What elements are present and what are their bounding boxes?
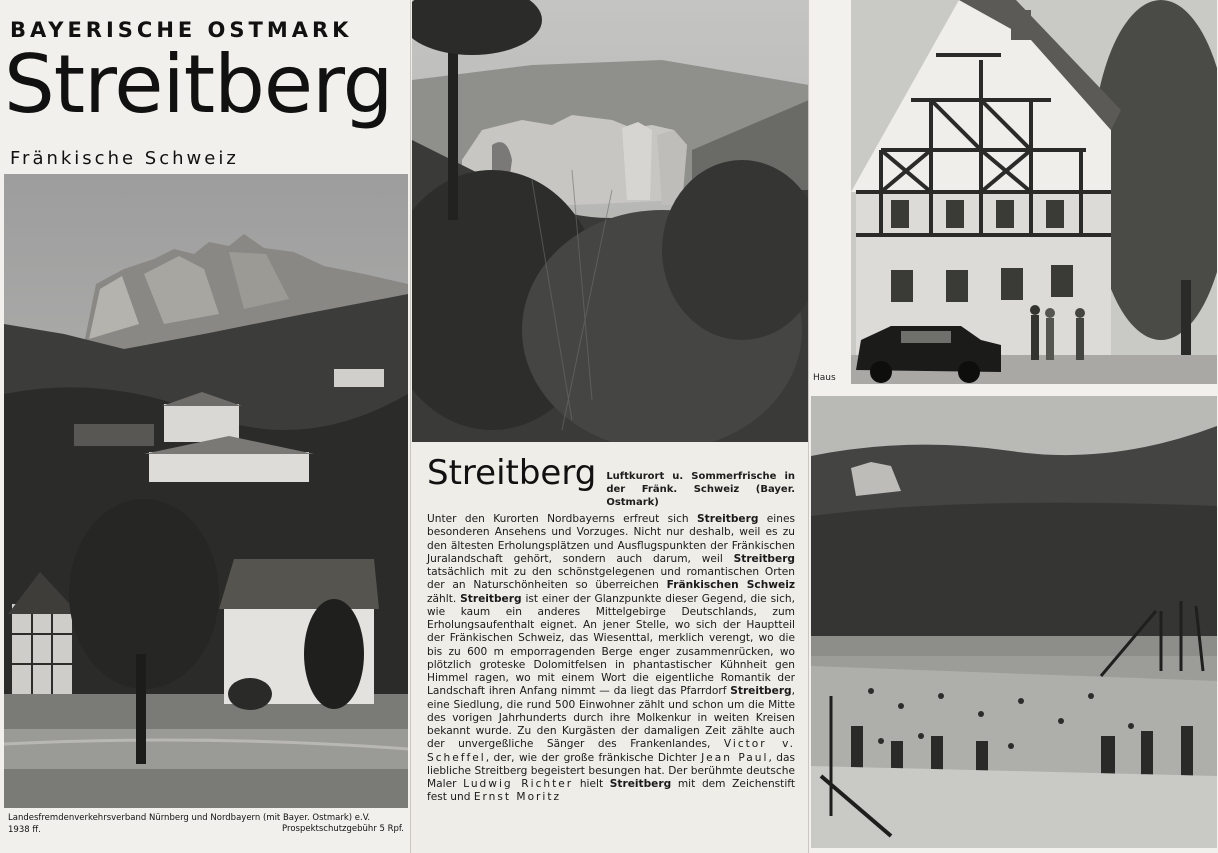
- publication-year: 1938 ff.: [8, 825, 41, 835]
- article-text: zählt.: [427, 592, 461, 605]
- article-tagline: Luftkurort u. Sommerfrische in der Fränk. Schweiz (Bayer. Ostmark): [606, 471, 795, 508]
- article-body: [427, 513, 795, 805]
- article-text: , das liebliche Streitberg begeistert besungen hat. Der berühmte deutsche Maler: [427, 751, 795, 790]
- article-panel: [410, 0, 809, 853]
- protection-fee: Prospektschutzgebühr 5 Rpf.: [282, 824, 404, 834]
- article-text: hielt: [573, 778, 610, 790]
- house-caption: Haus: [813, 373, 836, 383]
- article-text: mit dem Zeichenstift fest und: [427, 778, 795, 804]
- half-timbered-house-photo: [851, 0, 1217, 384]
- photos-panel: [808, 0, 1218, 853]
- village-photo: [4, 174, 408, 808]
- article-bold-term: Fränkischen Schweiz: [666, 579, 796, 592]
- article-title: Streitberg: [427, 453, 597, 493]
- article-bold-term: Streitberg: [460, 592, 522, 605]
- article-bold-term: Streitberg: [697, 513, 759, 525]
- article-name-term: Ludwig Richter: [463, 778, 574, 790]
- cover-subtitle: Fränkische Schweiz: [10, 148, 239, 169]
- article-text: , der, wie der große fränkische Dichter: [485, 751, 702, 764]
- article-text: tatsächlich mit zu den schönstgelegenen und romantischen Orten der an Naturschönheiten so überreichen: [427, 566, 795, 592]
- region-label: BAYERISCHE OSTMARK: [10, 18, 353, 42]
- publisher-line: Landesfremdenverkehrsverband Nürnberg und Nordbayern (mit Bayer. Ostmark) e.V.: [8, 813, 371, 823]
- article-bold-term: Streitberg: [733, 552, 795, 565]
- article-text: eines besonderen Ansehens und Vorzuges. Nicht nur deshalb, weil es zu den ältesten Erholungsplätzen und Ausflugspunkten der Fränkischen Juralandschaft gehört, sondern auch darum, weil: [427, 513, 795, 565]
- article-name-term: Jean Paul: [701, 751, 769, 764]
- article-name-term: Ernst Moritz: [473, 791, 562, 804]
- article-bold-term: Streitberg: [609, 778, 672, 790]
- article-bold-term: Streitberg: [730, 685, 792, 698]
- article-text: Unter den Kurorten Nordbayerns erfreut sich: [427, 513, 698, 525]
- rock-formations-photo: [412, 0, 809, 442]
- swimming-pool-photo: [811, 396, 1217, 848]
- article-name-term: Victor v. Scheffel: [427, 738, 795, 764]
- article-text: ist einer der Glanzpunkte dieser Gegend, die sich, wie kaum ein anderes Mittelgebirge Deutschlands, zum Erholungsaufenthalt eignet. An jener Stelle, wo sich der Hauptteil der Fränkischen Schweiz, das Wiesenttal, merklich verengt, wo die bis zu 600 m emporragenden Berge enger zusammenrücken, wo plötzlich groteske Dolomitfelsen in phantastischer Kühnheit gen Himmel ragen, wo mit einem Wort die eigentliche Romantik der Landschaft ihren Anfang nimmt — da liegt das Pfarrdorf: [427, 592, 795, 698]
- article-block: [427, 454, 795, 805]
- cover-title: Streitberg: [4, 38, 393, 131]
- article-text: , eine Siedlung, die rund 500 Einwohner zählt und schon um die Mitte des vorigen Jahrhunderts durch ihre Molkenkur in weiten Kreisen bekannt wurde. Zu den Kurgästen der damaligen Zeit zählte auch der unvergeßliche Sänger des Frankenlandes,: [427, 685, 795, 751]
- cover-panel: [0, 0, 410, 853]
